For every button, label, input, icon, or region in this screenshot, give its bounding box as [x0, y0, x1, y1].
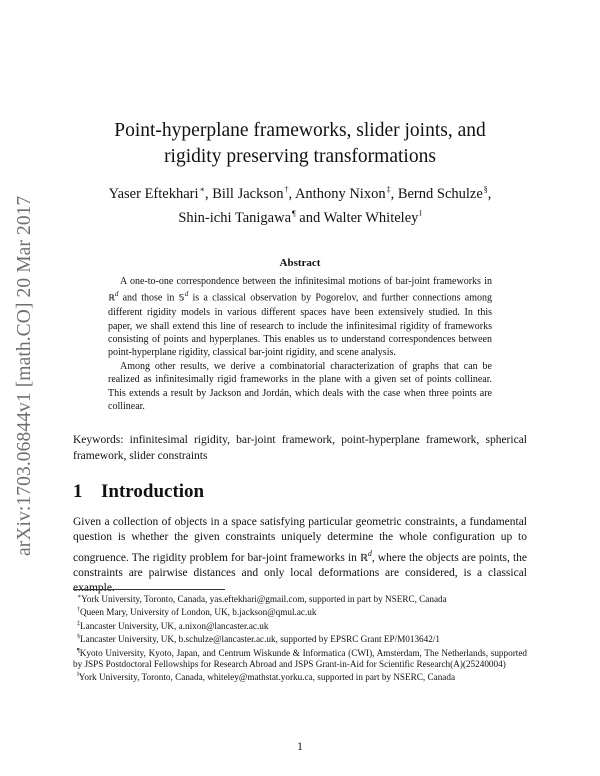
- and-word: and: [299, 210, 321, 226]
- footnote-mark: §: [483, 185, 488, 194]
- dimension-symbol: d: [184, 290, 189, 299]
- section-heading: [73, 481, 204, 503]
- footnote-mark: †: [77, 607, 80, 614]
- reals-symbol: ℝ: [360, 552, 368, 564]
- author-name: Anthony Nixon: [294, 186, 386, 202]
- dimension-symbol: d: [367, 548, 372, 558]
- footnote: [73, 646, 527, 671]
- author-name: Bernd Schulze: [397, 186, 483, 202]
- intro-text: Given a collection of objects in a space satisfying particular geometric constraints, a fundamental question is whether the given constraints uniquely determine the whole configuration up to congruence. The rigidity problem for bar-joint frameworks in: [73, 516, 527, 564]
- reals-symbol: ℝ: [108, 293, 115, 304]
- title-line-2: rigidity preserving transformations: [164, 146, 436, 167]
- footnotes: [73, 592, 527, 684]
- footnote-text: York University, Toronto, Canada, yas.eftekhari@gmail.com, supported in part by NSERC, Canada: [81, 594, 447, 604]
- footnote-text: York University, Toronto, Canada, whiteley@mathstat.yorku.ca, supported in part by NSERC, Canada: [78, 672, 456, 683]
- title-line-1: Point-hyperplane frameworks, slider joints, and: [114, 120, 486, 141]
- footnote-mark: ‖: [419, 209, 422, 218]
- footnote-mark: ¶: [77, 647, 80, 654]
- footnote: [73, 592, 527, 605]
- abstract-paragraph-2: Among other results, we derive a combinatorial characterization of graphs that can be realized as infinitesimally rigid frameworks in the plane with a given set of points collinear. This extends a result by Jackson and Jordán, which deals with the case when three points are collinear.: [108, 360, 492, 412]
- abstract-body: [108, 275, 492, 413]
- footnote: [73, 632, 527, 645]
- abstract-text: is a classical observation by Pogorelov, and further connections among different rigidity models in various different spaces have been extensively studied. In this paper, we shall extend this line of research to include the infinitesimal rigidity of frameworks consisting of points and hyperplanes. This enables us to understand correspondences between point-hyperplane rigidity, classical bar-joint rigidity, and scene analysis.: [108, 292, 492, 359]
- abstract-text: and those in: [118, 292, 179, 304]
- dimension-symbol: d: [114, 290, 119, 299]
- arxiv-identifier: arXiv:1703.06844v1 [math.CO] 20 Mar 2017: [14, 195, 35, 556]
- footnote-text: Kyoto University, Kyoto, Japan, and Centrum Wiskunde & Informatica (CWI), Amsterdam, The Netherlands, supported by JSPS Postdoctoral Fellowships for Research Abroad and JSPS Grant-in-Aid for Scientific Research(A)(25240004): [73, 647, 527, 670]
- footnote: [73, 619, 527, 632]
- author-list: [0, 180, 600, 228]
- footnote-mark: ¶: [292, 209, 296, 218]
- footnote: [73, 670, 527, 683]
- abstract-paragraph-1: [108, 275, 492, 360]
- footnote: [73, 605, 527, 618]
- footnote-text: Lancaster University, UK, a.nixon@lancaster.ac.uk: [80, 620, 269, 631]
- author-name: Walter Whiteley: [323, 210, 419, 226]
- paper-title: [0, 118, 600, 170]
- keywords: Keywords: infinitesimal rigidity, bar-joint framework, point-hyperplane framework, spherical framework, slider constraints: [73, 434, 527, 462]
- footnote-text: Queen Mary, University of London, UK, b.jackson@qmul.ac.uk: [80, 607, 317, 618]
- footnote-mark: ∗: [77, 594, 82, 600]
- footnote-mark: ‖: [77, 672, 79, 679]
- page-number: 1: [297, 741, 303, 753]
- abstract-text: A one-to-one correspondence between the infinitesimal motions of bar-joint frameworks in: [120, 276, 492, 287]
- footnote-mark: ∗: [199, 185, 205, 194]
- footnote-mark: §: [77, 634, 80, 641]
- author-name: Bill Jackson: [212, 186, 284, 202]
- footnote-mark: †: [284, 185, 289, 194]
- author-name: Yaser Eftekhari: [108, 186, 199, 202]
- footnote-mark: ‡: [77, 620, 80, 627]
- sphere-symbol: 𝕊: [178, 293, 185, 304]
- author-line-2: [0, 204, 600, 228]
- section-title: Introduction: [101, 481, 205, 502]
- footnote-mark: ‡: [386, 185, 391, 194]
- footnote-text: Lancaster University, UK, b.schulze@lancaster.ac.uk, supported by EPSRC Grant EP/M013642/1: [80, 634, 440, 645]
- footnote-rule: [73, 589, 225, 590]
- abstract-heading: Abstract: [279, 257, 321, 269]
- intro-text: , where the objects are points, the constraints are pairwise distances and only local deformations are considered, is a classical example.: [73, 551, 527, 595]
- section-number: 1: [73, 481, 83, 502]
- author-line-1: Yaser Eftekhari∗, Bill Jackson†, Anthony Nixon‡, Bernd Schulze§,: [108, 185, 492, 202]
- author-name: Shin-ichi Tanigawa: [178, 210, 292, 226]
- intro-paragraph: [73, 515, 527, 596]
